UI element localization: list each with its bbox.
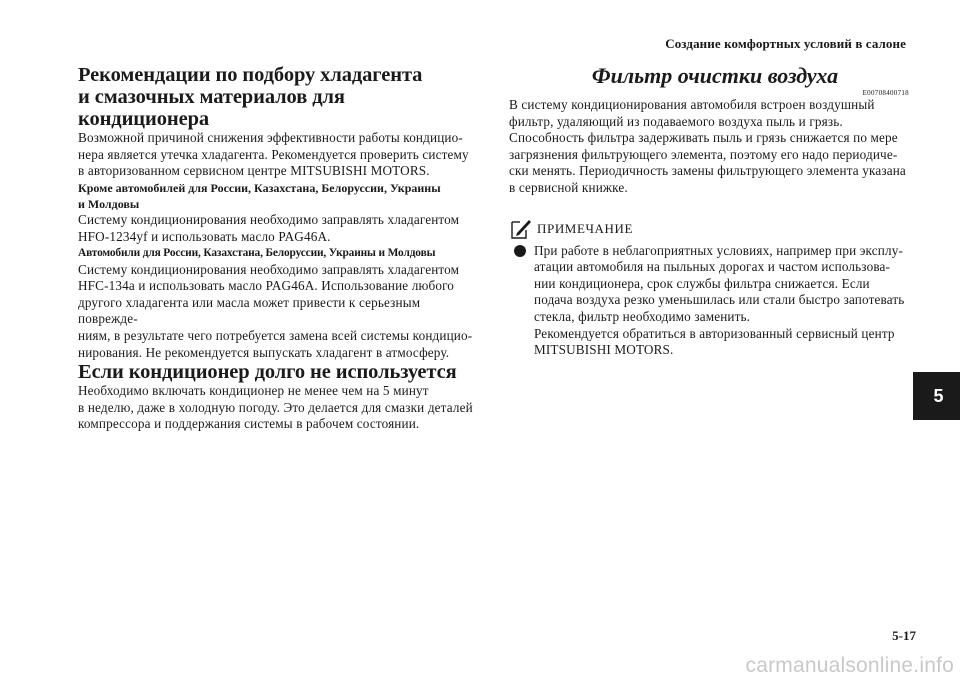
- text-line: Кроме автомобилей для России, Казахстана, Белоруссии, Украины: [78, 180, 441, 195]
- text-line: загрязнения фильтрующего элемента, поэтому его надо периодиче-: [509, 146, 898, 162]
- air-filter-body: [509, 97, 909, 197]
- refrigerant-para-hfc: [78, 262, 478, 362]
- note-label: ПРИМЕЧАНИЕ: [537, 220, 634, 236]
- text-line: HFC-134a и использовать масло PAG46A. Использование любого: [78, 278, 455, 294]
- text-line: атации автомобиля на пыльных дорогах и частом использова-: [534, 259, 891, 275]
- running-header: Создание комфортных условий в салоне: [665, 36, 906, 51]
- text-line: MITSUBISHI MOTORS.: [534, 342, 674, 358]
- text-line: ски менять. Периодичность замены фильтрующего элемента указана: [509, 163, 906, 179]
- chapter-tab: 5: [913, 372, 960, 420]
- note-list-item: [509, 243, 909, 359]
- refrigerant-intro: [78, 130, 478, 180]
- text-line: нера является утечка хладагента. Рекомендуется проверить систему: [78, 146, 469, 162]
- text-line: HFO-1234yf и использовать масло PAG46A.: [78, 228, 331, 244]
- text-line: Рекомендуется обратиться в авторизованный сервисный центр: [534, 325, 895, 341]
- text-line: При работе в неблагоприятных условиях, например при эксплу-: [534, 242, 903, 258]
- text-line: ниям, в результате чего потребуется замена всей системы кондицио-: [78, 327, 473, 343]
- right-column: [509, 64, 909, 359]
- section-title-line: и смазочных материалов для кондиционера: [78, 86, 345, 130]
- watermark: carmanualsonline.info: [745, 654, 954, 677]
- section-code: E00708400718: [862, 89, 909, 97]
- section-title-unused-ac: Если кондиционер долго не используется: [78, 361, 457, 384]
- text-line: и Молдовы: [78, 196, 140, 211]
- text-line: Возможной причиной снижения эффективности работы кондицио-: [78, 130, 463, 145]
- subheading-regions: Автомобили для России, Казахстана, Белоруссии, Украины и Молдовы: [78, 247, 436, 260]
- text-line: нирования. Не рекомендуется выпускать хладагент в атмосферу.: [78, 344, 450, 360]
- section-title-air-filter: Фильтр очистки воздуха: [591, 63, 839, 88]
- text-line: компрессора и поддержания системы в рабочем состоянии.: [78, 416, 420, 432]
- text-line: нии кондиционера, срок службы фильтра снижается. Если: [534, 275, 870, 291]
- section-title-line: Рекомендации по подбору хладагента: [78, 64, 423, 86]
- left-column: [78, 64, 478, 433]
- text-line: В систему кондиционирования автомобиля встроен воздушный: [509, 97, 875, 112]
- note-pen-icon: [509, 217, 533, 241]
- bullet-icon: [514, 245, 526, 257]
- text-line: Способность фильтра задерживать пыль и грязь снижается по мере: [509, 130, 898, 146]
- refrigerant-para-hfo: [78, 212, 478, 245]
- text-line: Необходимо включать кондиционер не менее чем на 5 минут: [78, 383, 429, 399]
- text-line: стекла, фильтр необходимо заменить.: [534, 308, 751, 324]
- text-line: другого хладагента или масла может привести к серьезным поврежде-: [78, 294, 421, 327]
- note-header: [509, 217, 909, 241]
- text-line: в неделю, даже в холодную погоду. Это делается для смазки деталей: [78, 399, 473, 415]
- text-line: фильтр, удаляющий из подаваемого воздуха пыль и грязь.: [509, 113, 843, 129]
- text-line: Систему кондиционирования необходимо заправлять хладагентом: [78, 261, 460, 277]
- subheading-except-regions: [78, 180, 478, 212]
- section-title-refrigerant: [78, 64, 478, 130]
- text-line: в авторизованном сервисном центре MITSUBISHI MOTORS.: [78, 163, 430, 179]
- page-number: 5-17: [892, 628, 916, 643]
- text-line: подача воздуха резко уменьшилась или стали быстро запотевать: [534, 292, 905, 308]
- text-line: в сервисной книжке.: [509, 179, 628, 195]
- unused-ac-body: [78, 383, 478, 433]
- text-line: Систему кондиционирования необходимо заправлять хладагентом: [78, 212, 460, 228]
- note-text: [534, 243, 906, 359]
